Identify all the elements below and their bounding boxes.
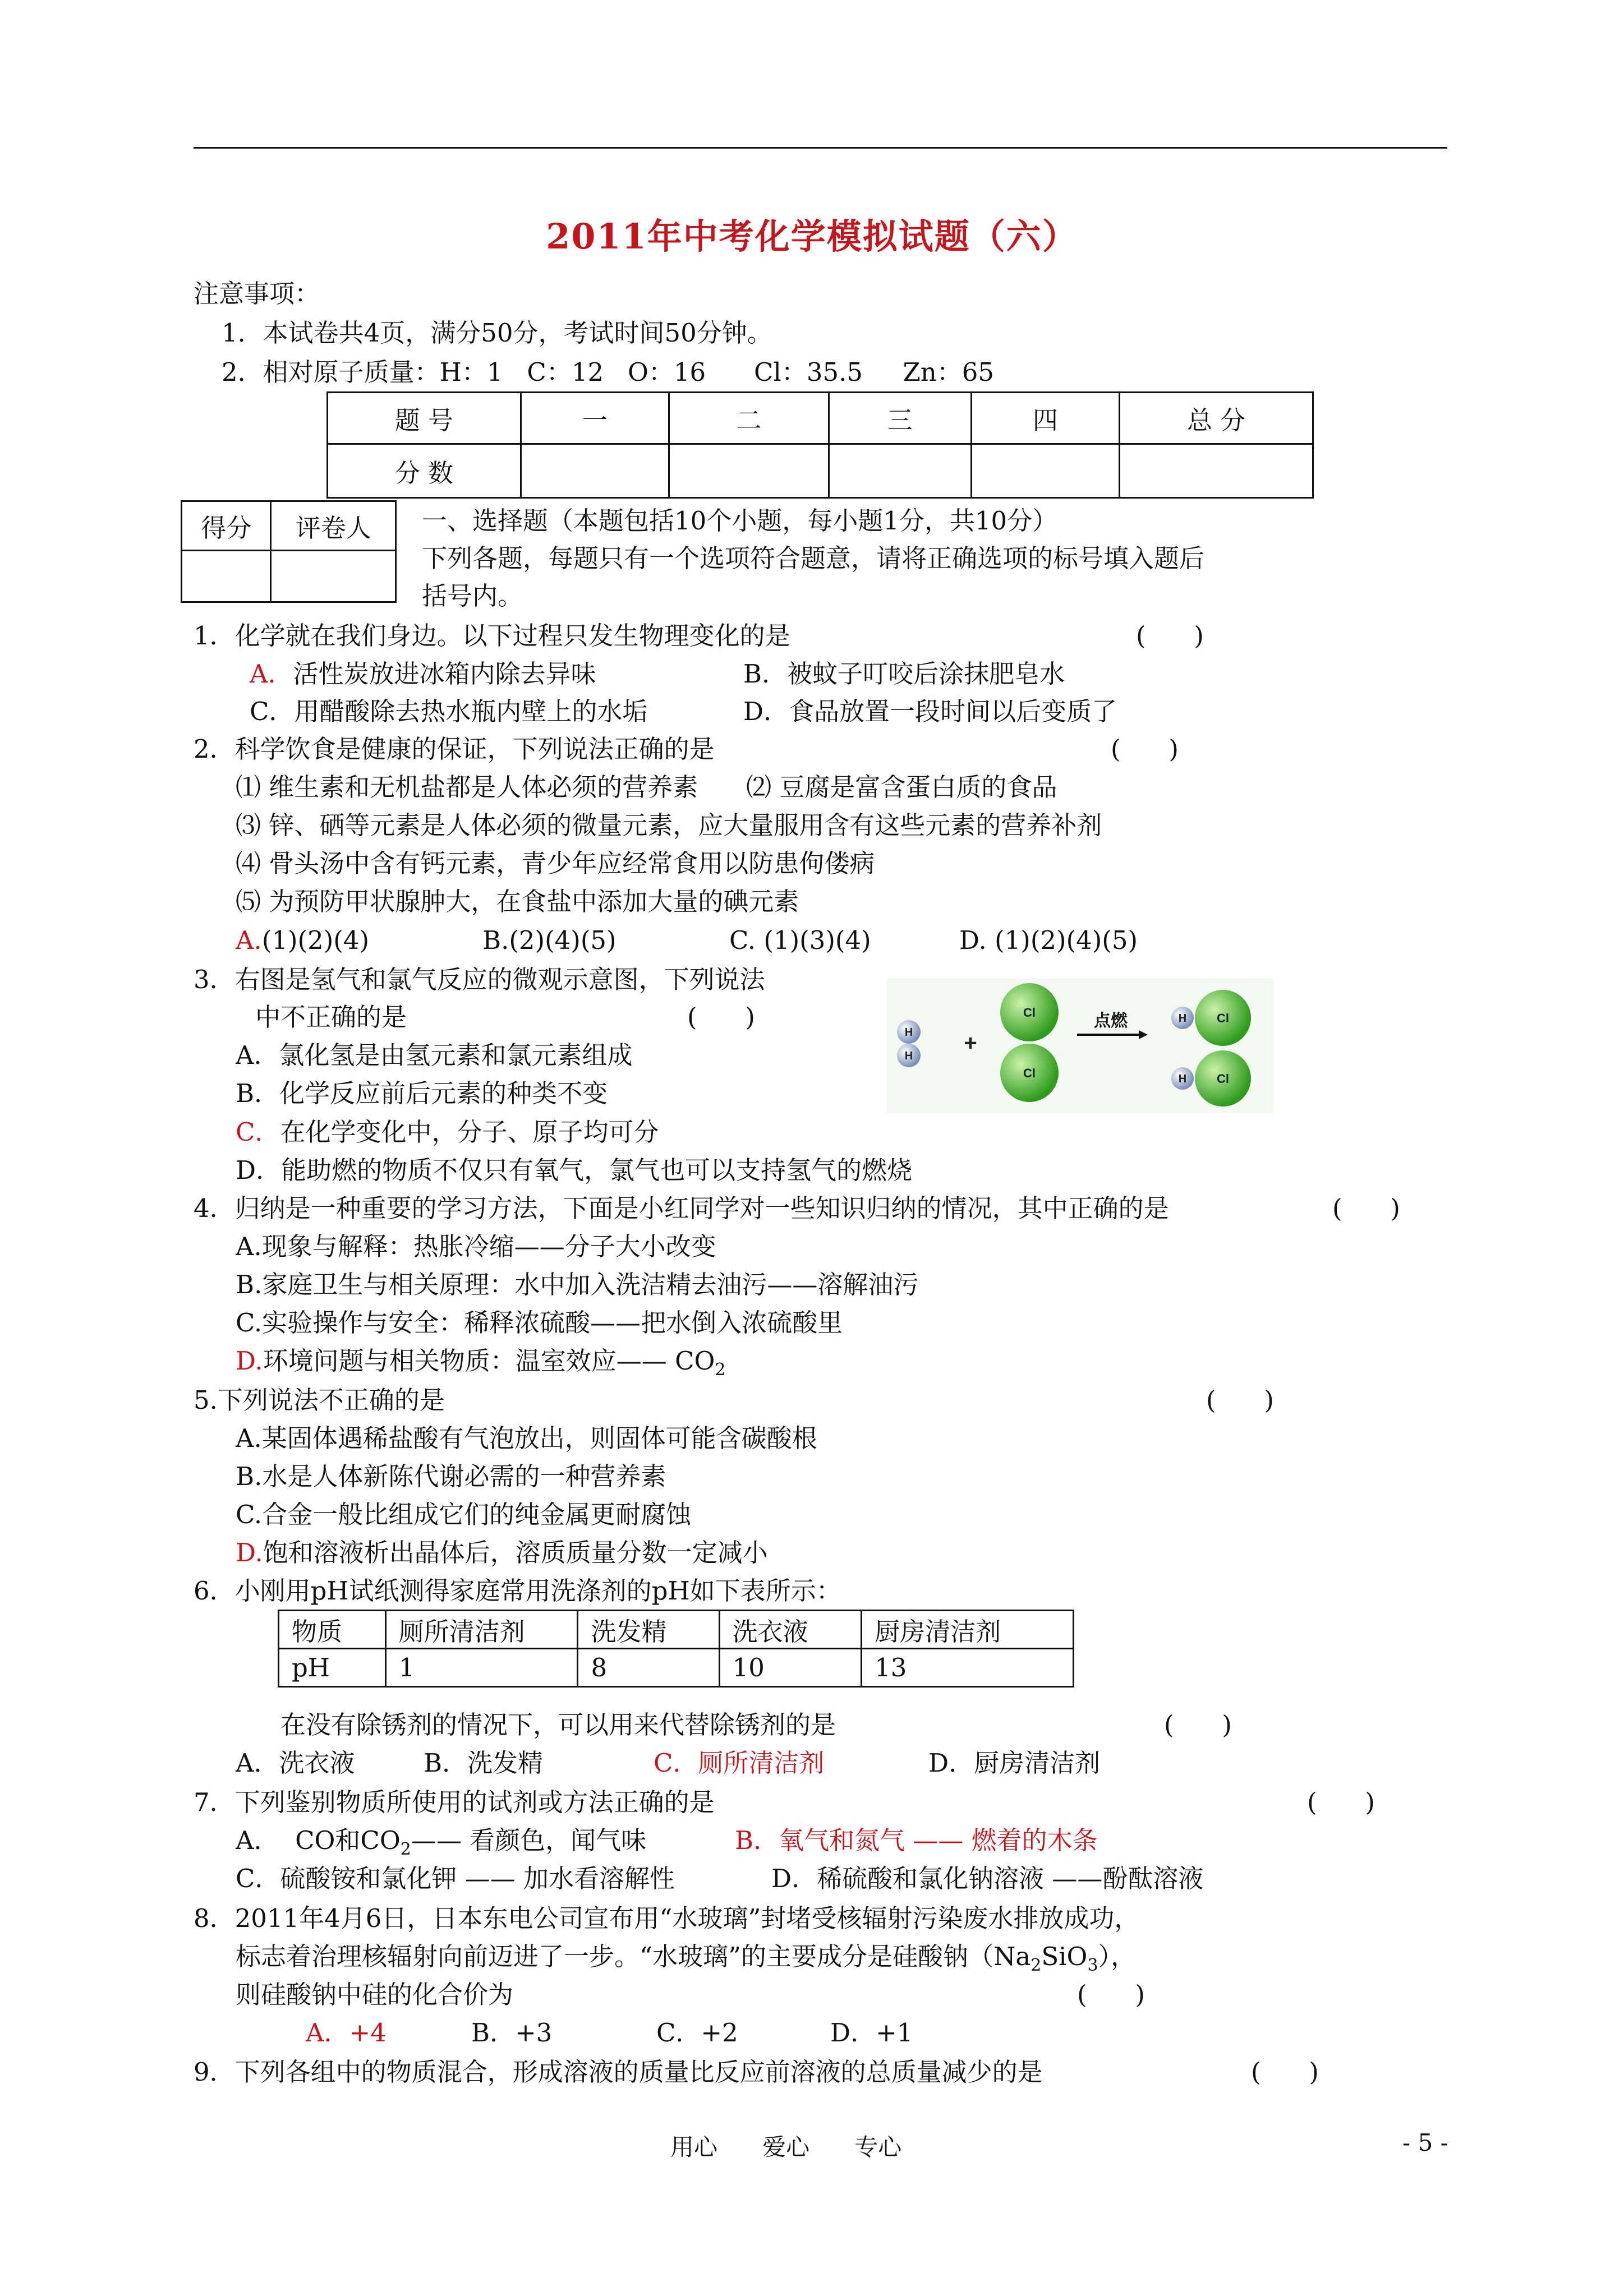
ph-table-header: 厨房清洁剂: [862, 1611, 1074, 1649]
page-title: 2011年中考化学模拟试题（六）: [546, 216, 1078, 257]
q2-stem: 2．科学饮食是健康的保证，下列说法正确的是: [194, 734, 715, 764]
q2-statement-1-2: ⑴ 维生素和无机盐都是人体必须的营养素 ⑵ 豆腐是富含蛋白质的食品: [236, 772, 1057, 802]
q4-option-c: C.实验操作与安全：稀释浓硫酸——把水倒入浓硫酸里: [236, 1308, 843, 1338]
arrow-head-icon: [1139, 1030, 1148, 1039]
q6-option-b: B．洗发精: [424, 1748, 544, 1778]
q4-stem: 4．归纳是一种重要的学习方法，下面是小红同学对一些知识归纳的情况，其中正确的是: [194, 1193, 1169, 1223]
q1-option-b: B．被蚊子叮咬后涂抹肥皂水: [743, 659, 1065, 689]
q1-option-a: [250, 658, 596, 690]
q2-statement-4: ⑷ 骨头汤中含有钙元素，青少年应经常食用以防患佝偻病: [236, 849, 875, 878]
chlorine-label: Cl: [1023, 1006, 1036, 1020]
q1-answer-blank[interactable]: ( ): [1136, 621, 1204, 651]
q4-option-d-subscript: 2: [715, 1360, 726, 1380]
q3-stem: 3．右图是氢气和氯气反应的微观示意图，下列说法: [194, 965, 765, 994]
ph-table-header: 物质: [279, 1611, 386, 1649]
hydrogen-label: H: [1178, 1073, 1187, 1085]
reaction-svg: [886, 979, 1273, 1113]
arrow-label: 点燃: [1094, 1011, 1128, 1031]
q3-option-c-text: 在化学变化中，分子、原子均可分: [280, 1117, 659, 1147]
q6-option-d: D．厨房清洁剂: [928, 1748, 1101, 1778]
q6-stem: 6．小刚用pH试纸测得家庭常用洗涤剂的pH如下表所示：: [194, 1576, 841, 1606]
hydrogen-label: H: [904, 1026, 913, 1039]
ph-table-cell: 10: [719, 1649, 861, 1687]
q8-stem-2-mid: SiO: [1041, 1942, 1088, 1971]
q3-option-b: B．化学反应前后元素的种类不变: [236, 1078, 608, 1108]
chlorine-label: Cl: [1023, 1066, 1036, 1080]
q2-answer-blank[interactable]: ( ): [1111, 734, 1179, 764]
q9-stem: 9．下列各组中的物质混合，形成溶液的质量比反应前溶液的总质量减少的是: [194, 2057, 1043, 2087]
q3-option-c: [236, 1116, 659, 1149]
q1-option-a-text: 活性炭放进冰箱内除去异味: [293, 659, 596, 689]
q8-sub-2: 3: [1087, 1956, 1098, 1975]
q5-option-d-text: 饱和溶液析出晶体后，溶质质量分数一定减小: [263, 1538, 768, 1567]
score-cell[interactable]: [971, 444, 1119, 498]
score-header: 一: [521, 393, 669, 444]
q7-option-a-post: —— 看颜色，闻气味: [411, 1825, 647, 1855]
q2-statement-5: ⑸ 为预防甲状腺肿大，在食盐中添加大量的碘元素: [236, 887, 799, 916]
plus-sign: +: [964, 1031, 977, 1055]
q8-stem-2-pre: 标志着治理核辐射向前迈进了一步。“水玻璃”的主要成分是硅酸钠（Na: [236, 1942, 1031, 1971]
q1-stem: 1．化学就在我们身边。以下过程只发生物理变化的是: [194, 621, 790, 651]
reaction-diagram: [886, 979, 1273, 1113]
grader-box: [181, 500, 397, 603]
q1-option-c: C．用醋酸除去热水瓶内壁上的水垢: [250, 697, 648, 726]
score-header: 二: [669, 393, 829, 444]
score-cell[interactable]: [521, 444, 669, 498]
q3-answer-blank[interactable]: ( ): [687, 1002, 755, 1032]
q4-option-d-letter: D.: [236, 1346, 263, 1376]
footer-motto: 用心 爱心 专心: [670, 2133, 902, 2161]
score-header: 四: [971, 393, 1119, 444]
q5-option-d: [236, 1537, 768, 1569]
grader-name-label: 评卷人: [271, 501, 396, 551]
q5-answer-blank[interactable]: ( ): [1206, 1385, 1274, 1415]
q6-stem-2: 在没有除锈剂的情况下，可以用来代替除锈剂的是: [280, 1710, 836, 1740]
ph-table-cell: 13: [862, 1649, 1074, 1687]
q7-option-d: D．稀硫酸和氯化钠溶液 ——酚酞溶液: [771, 1864, 1204, 1893]
score-cell[interactable]: [1120, 444, 1313, 498]
q8-sub-1: 2: [1030, 1956, 1042, 1975]
q9-answer-blank[interactable]: ( ): [1251, 2057, 1319, 2087]
ph-table-cell: pH: [279, 1649, 386, 1687]
q2-option-a: [236, 924, 369, 957]
q4-option-a: A.现象与解释：热胀冷缩——分子大小改变: [236, 1232, 716, 1261]
q8-option-d: D．+1: [830, 2018, 913, 2048]
q8-stem-2: [236, 1940, 1136, 1982]
ph-table-cell: 1: [385, 1649, 578, 1687]
q6-option-a: A．洗衣液: [236, 1748, 355, 1778]
notice-item-2: 2．相对原子质量：H：1 C：12 O：16 Cl：35.5 Zn：65: [222, 357, 995, 387]
q7-option-a: [236, 1824, 646, 1866]
q8-stem-2-post: ），: [1098, 1942, 1137, 1971]
q7-answer-blank[interactable]: ( ): [1307, 1787, 1375, 1817]
q6-option-c: C．厕所清洁剂: [654, 1748, 825, 1778]
q8-answer-blank[interactable]: ( ): [1077, 1980, 1145, 2009]
page-number: - 5 -: [1402, 2129, 1448, 2156]
q4-option-d-text: 环境问题与相关物质：温室效应—— CO: [263, 1346, 715, 1376]
q5-stem: 5.下列说法不正确的是: [194, 1385, 445, 1415]
ph-table-header: 厕所清洁剂: [385, 1611, 578, 1649]
q4-option-d: [236, 1345, 726, 1386]
q5-option-c: C.合金一般比组成它们的纯金属更耐腐蚀: [236, 1500, 692, 1529]
score-cell[interactable]: [829, 444, 971, 498]
q5-option-d-letter: D.: [236, 1538, 263, 1567]
score-row-label: 分 数: [328, 444, 521, 498]
q2-option-a-letter: A.: [236, 925, 262, 955]
score-header: 总 分: [1120, 393, 1313, 444]
grader-score-cell[interactable]: [182, 551, 271, 602]
score-cell[interactable]: [669, 444, 829, 498]
chlorine-label: Cl: [1217, 1011, 1229, 1025]
grader-score-label: 得分: [182, 501, 271, 551]
q8-option-b: B．+3: [471, 2018, 553, 2048]
q3-option-a: A．氯化氢是由氢元素和氯元素组成: [236, 1040, 633, 1070]
q7-option-b: B．氧气和氮气 —— 燃着的木条: [735, 1825, 1098, 1855]
q8-stem-3: 则硅酸钠中硅的化合价为: [236, 1980, 514, 2009]
q7-option-a-pre: A． CO和CO: [236, 1825, 401, 1855]
q5-option-a: A.某固体遇稀盐酸有气泡放出，则固体可能含碳酸根: [236, 1423, 817, 1453]
grader-name-cell[interactable]: [271, 551, 396, 602]
q4-option-b: B.家庭卫生与相关原理：水中加入洗洁精去油污——溶解油污: [236, 1270, 919, 1299]
q7-option-c: C．硫酸铵和氯化钾 —— 加水看溶解性: [236, 1864, 675, 1893]
score-table: [326, 391, 1314, 499]
q2-option-d: D. (1)(2)(4)(5): [959, 925, 1138, 955]
score-header: 三: [829, 393, 971, 444]
q7-option-a-subscript: 2: [400, 1839, 411, 1859]
notice-item-1: 1．本试卷共4页，满分50分，考试时间50分钟。: [222, 318, 772, 348]
ph-table-header: 洗发精: [578, 1611, 719, 1649]
q1-option-d: D．食品放置一段时间以后变质了: [743, 697, 1117, 726]
hydrogen-label: H: [904, 1050, 913, 1062]
q2-option-c: C. (1)(3)(4): [729, 925, 871, 955]
score-header: 题 号: [328, 393, 521, 444]
q7-stem: 7．下列鉴别物质所使用的试剂或方法正确的是: [194, 1787, 715, 1817]
chlorine-label: Cl: [1217, 1072, 1229, 1086]
q3-option-d: D．能助燃的物质不仅只有氧气，氯气也可以支持氢气的燃烧: [236, 1155, 913, 1185]
section1-heading: 一、选择题（本题包括10个小题，每小题1分，共10分）: [422, 506, 1058, 536]
section1-instructions-2: 括号内。: [422, 581, 523, 611]
q5-option-b: B.水是人体新陈代谢必需的一种营养素: [236, 1461, 666, 1491]
q2-statement-3: ⑶ 锌、硒等元素是人体必须的微量元素，应大量服用含有这些元素的营养补剂: [236, 810, 1102, 840]
q2-option-a-text: (1)(2)(4): [261, 925, 370, 955]
q1-option-a-letter: A．: [250, 659, 293, 689]
q8-stem-1: 8．2011年4月6日，日本东电公司宣布用“水玻璃”封堵受核辐射污染废水排放成功，: [194, 1903, 1140, 1933]
ph-table: [278, 1610, 1074, 1688]
q8-option-c: C．+2: [656, 2018, 738, 2048]
q2-option-b: B.(2)(4)(5): [482, 925, 617, 955]
notice-heading: 注意事项：: [194, 279, 320, 308]
hydrogen-label: H: [1178, 1012, 1187, 1025]
q3-option-c-letter: C．: [236, 1117, 280, 1147]
section1-instructions: 下列各题，每题只有一个选项符合题意，请将正确选项的标号填入题后: [422, 543, 1205, 573]
q3-stem-2: 中不正确的是: [255, 1002, 407, 1032]
ph-table-cell: 8: [578, 1649, 719, 1687]
q4-answer-blank[interactable]: ( ): [1332, 1193, 1400, 1223]
header-rule: [194, 147, 1447, 149]
ph-table-header: 洗衣液: [719, 1611, 861, 1649]
q8-option-a: A．+4: [306, 2018, 387, 2048]
q6-answer-blank[interactable]: ( ): [1164, 1710, 1232, 1740]
